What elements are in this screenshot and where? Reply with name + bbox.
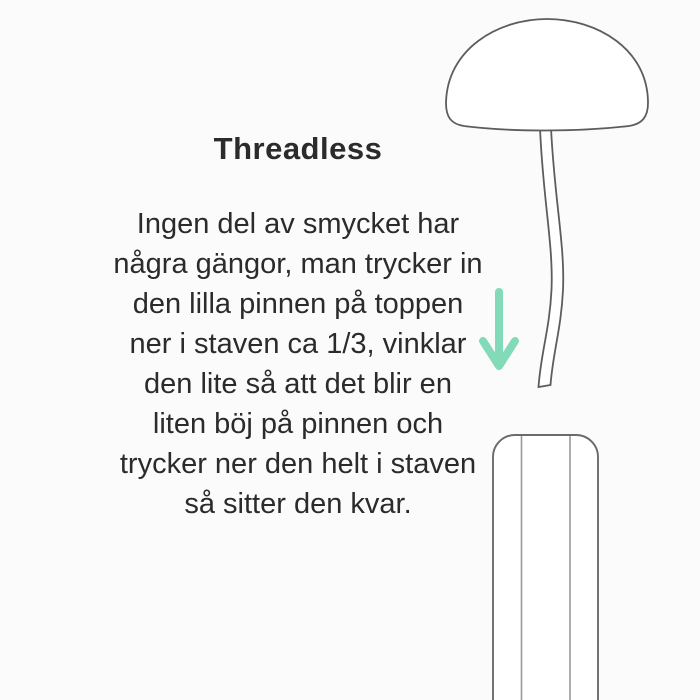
page-title: Threadless [213, 131, 383, 166]
instruction-line: trycker ner den helt i staven [119, 448, 477, 480]
instruction-line: några gängor, man trycker in [113, 248, 483, 280]
instruction-line: ner i staven ca 1/3, vinklar [129, 328, 467, 360]
instruction-line: Ingen del av smycket har [136, 208, 460, 240]
instruction-line: liten böj på pinnen och [152, 408, 444, 440]
instruction-line: den lilla pinnen på toppen [132, 288, 464, 320]
instruction-line: den lite så att det blir en [144, 368, 452, 400]
instruction-line: så sitter den kvar. [184, 488, 412, 520]
threadless-top-dome [446, 19, 648, 131]
instruction-text [10, 204, 586, 524]
